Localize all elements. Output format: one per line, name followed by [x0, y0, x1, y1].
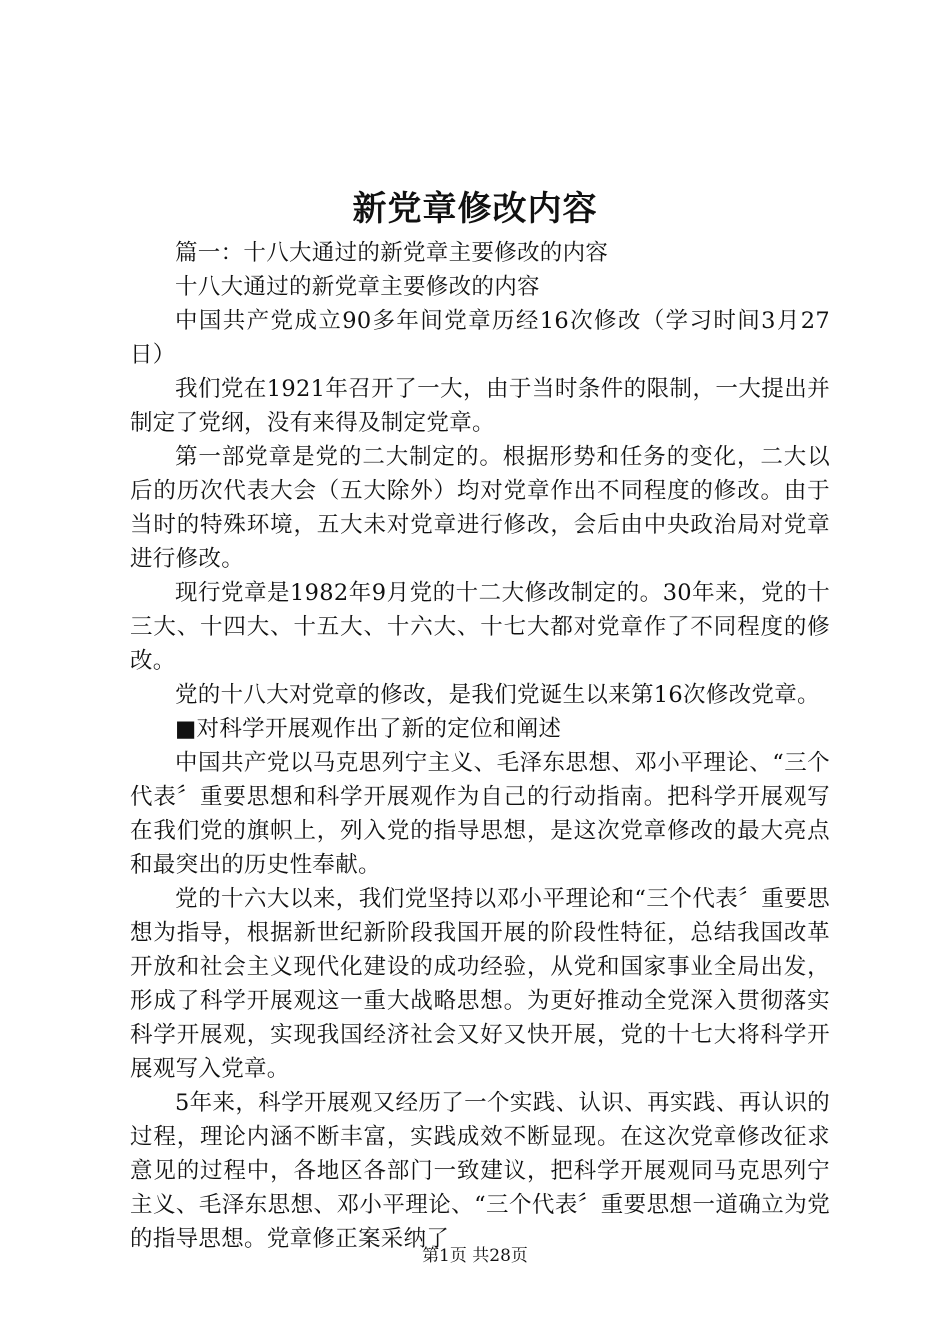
- paragraph: 党的十六大以来，我们党坚持以邓小平理论和“三个代表〞重要思想为指导，根据新世纪新阶段我国开展的阶段性特征，总结我国改革开放和社会主义现代化建设的成功经验，从党和国家事业全局出发，形成了科学开展观这一重大战略思想。为更好推动全党深入贯彻落实科学开展观，实现我国经济社会又好又快开展，党的十七大将科学开展观写入党章。: [130, 886, 830, 1082]
- paragraph: 中国共产党以马克思列宁主义、毛泽东思想、邓小平理论、“三个代表〞重要思想和科学开展观作为自己的行动指南。把科学开展观写在我们党的旗帜上，列入党的指导思想，是这次党章修改的最大亮点和最突出的历史性奉献。: [130, 750, 830, 878]
- section-heading: ■对科学开展观作出了新的定位和阐述: [175, 716, 562, 742]
- paragraph: 党的十八大对党章的修改，是我们党诞生以来第16次修改党章。: [175, 682, 820, 708]
- paragraph: 十八大通过的新党章主要修改的内容: [175, 274, 540, 300]
- paragraph: 中国共产党成立90多年间党章历经16次修改（学习时间3月27日）: [130, 308, 830, 368]
- document-title: 新党章修改内容: [352, 189, 598, 229]
- paragraph: 篇一：十八大通过的新党章主要修改的内容: [175, 240, 609, 266]
- paragraph: 我们党在1921年召开了一大，由于当时条件的限制，一大提出并制定了党纲，没有来得及制定党章。: [130, 376, 830, 436]
- paragraph: 5年来，科学开展观又经历了一个实践、认识、再实践、再认识的过程，理论内涵不断丰富，实践成效不断显现。在这次党章修改征求意见的过程中，各地区各部门一致建议，把科学开展观同马克思列宁主义、毛泽东思想、邓小平理论、“三个代表〞重要思想一道确立为党的指导思想。党章修正案采纳了: [130, 1090, 830, 1252]
- paragraph: 现行党章是1982年9月党的十二大修改制定的。30年来，党的十三大、十四大、十五大、十六大、十七大都对党章作了不同程度的修改。: [130, 580, 830, 674]
- page-number-footer: 第1页 共28页: [422, 1246, 528, 1266]
- paragraph: 第一部党章是党的二大制定的。根据形势和任务的变化，二大以后的历次代表大会（五大除外）均对党章作出不同程度的修改。由于当时的特殊环境，五大未对党章进行修改，会后由中央政治局对党章进行修改。: [130, 444, 830, 572]
- document-body: [130, 236, 830, 1256]
